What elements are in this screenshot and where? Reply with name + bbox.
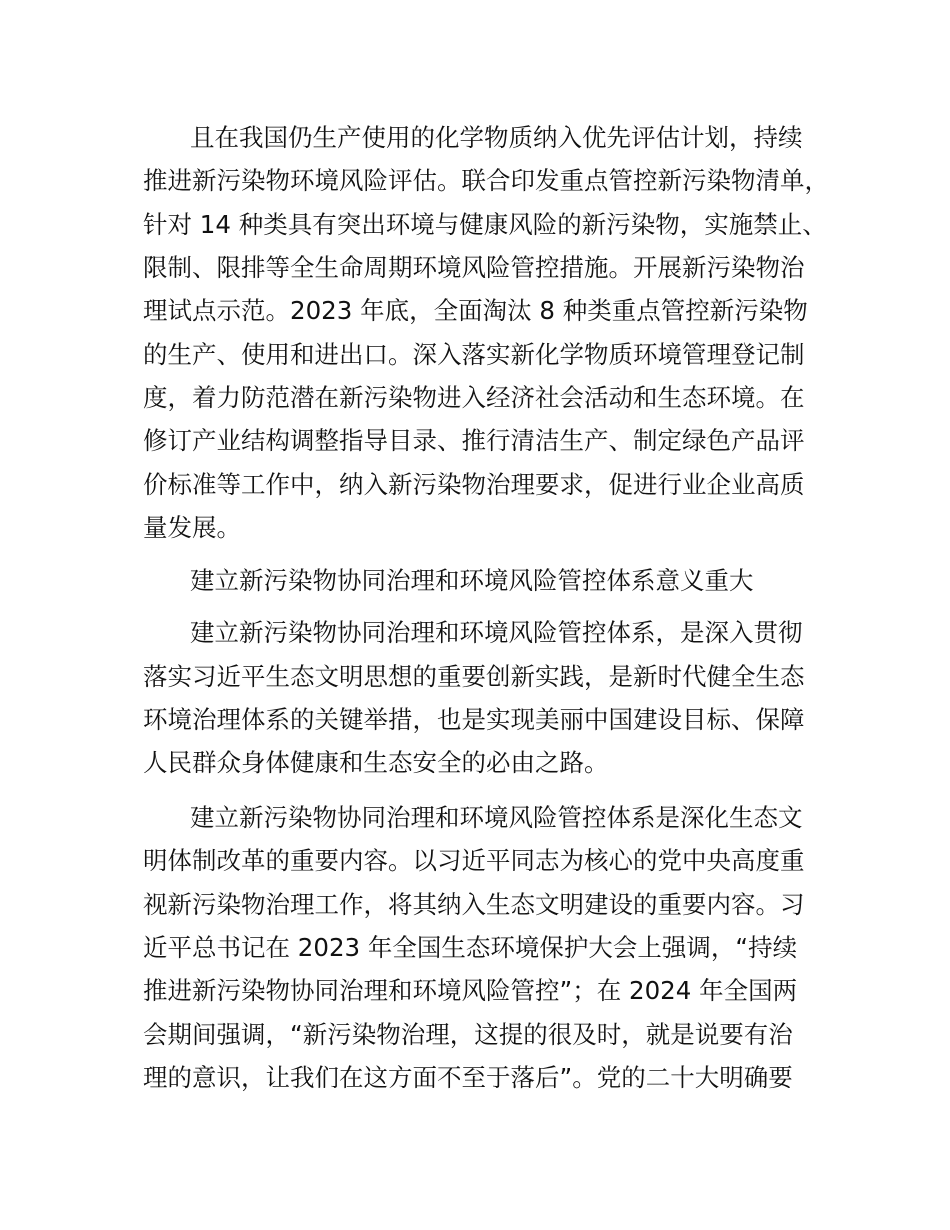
text-line: 理的意识，让我们在这方面不至于落后”。党的二十大明确要	[143, 1063, 793, 1092]
text-line: 近平总书记在 2023 年全国生态环境保护大会上强调，“持续	[143, 933, 798, 962]
text-line: 推进新污染物协同治理和环境风险管控”；在 2024 年全国两	[143, 976, 798, 1005]
text-line: 明体制改革的重要内容。以习近平同志为核心的党中央高度重	[143, 846, 805, 875]
text-line: 价标准等工作中，纳入新污染物治理要求，促进行业企业高质	[143, 470, 805, 499]
text-line: 建立新污染物协同治理和环境风险管控体系是深化生态文	[190, 803, 803, 832]
text-line: 会期间强调，“新污染物治理，这提的很及时，就是说要有治	[143, 1020, 793, 1049]
text-line: 修订产业结构调整指导目录、推行清洁生产、制定绿色产品评	[143, 426, 805, 455]
text-line: 人民群众身体健康和生态安全的必由之路。	[143, 748, 609, 777]
text-line: 视新污染物治理工作，将其纳入生态文明建设的重要内容。习	[143, 890, 805, 919]
text-line: 的生产、使用和进出口。深入落实新化学物质环境管理登记制	[143, 340, 805, 369]
text-line: 且在我国仍生产使用的化学物质纳入优先评估计划，持续	[190, 123, 803, 152]
text-line: 环境治理体系的关键举措，也是实现美丽中国建设目标、保障	[143, 705, 805, 734]
text-line: 建立新污染物协同治理和环境风险管控体系，是深入贯彻	[190, 618, 803, 647]
text-line: 针对 14 种类具有突出环境与健康风险的新污染物，实施禁止、	[143, 210, 827, 239]
text-line: 量发展。	[143, 513, 241, 542]
heading-text: 建立新污染物协同治理和环境风险管控体系意义重大	[190, 566, 754, 595]
text-line: 度，着力防范潜在新污染物进入经济社会活动和生态环境。在	[143, 383, 805, 412]
text-line: 推进新污染物环境风险评估。联合印发重点管控新污染物清单，	[143, 166, 829, 195]
text-line: 落实习近平生态文明思想的重要创新实践，是新时代健全生态	[143, 662, 805, 691]
text-line: 限制、限排等全生命周期环境风险管控措施。开展新污染物治	[143, 253, 805, 282]
text-line: 理试点示范。2023 年底，全面淘汰 8 种类重点管控新污染物	[143, 296, 808, 325]
